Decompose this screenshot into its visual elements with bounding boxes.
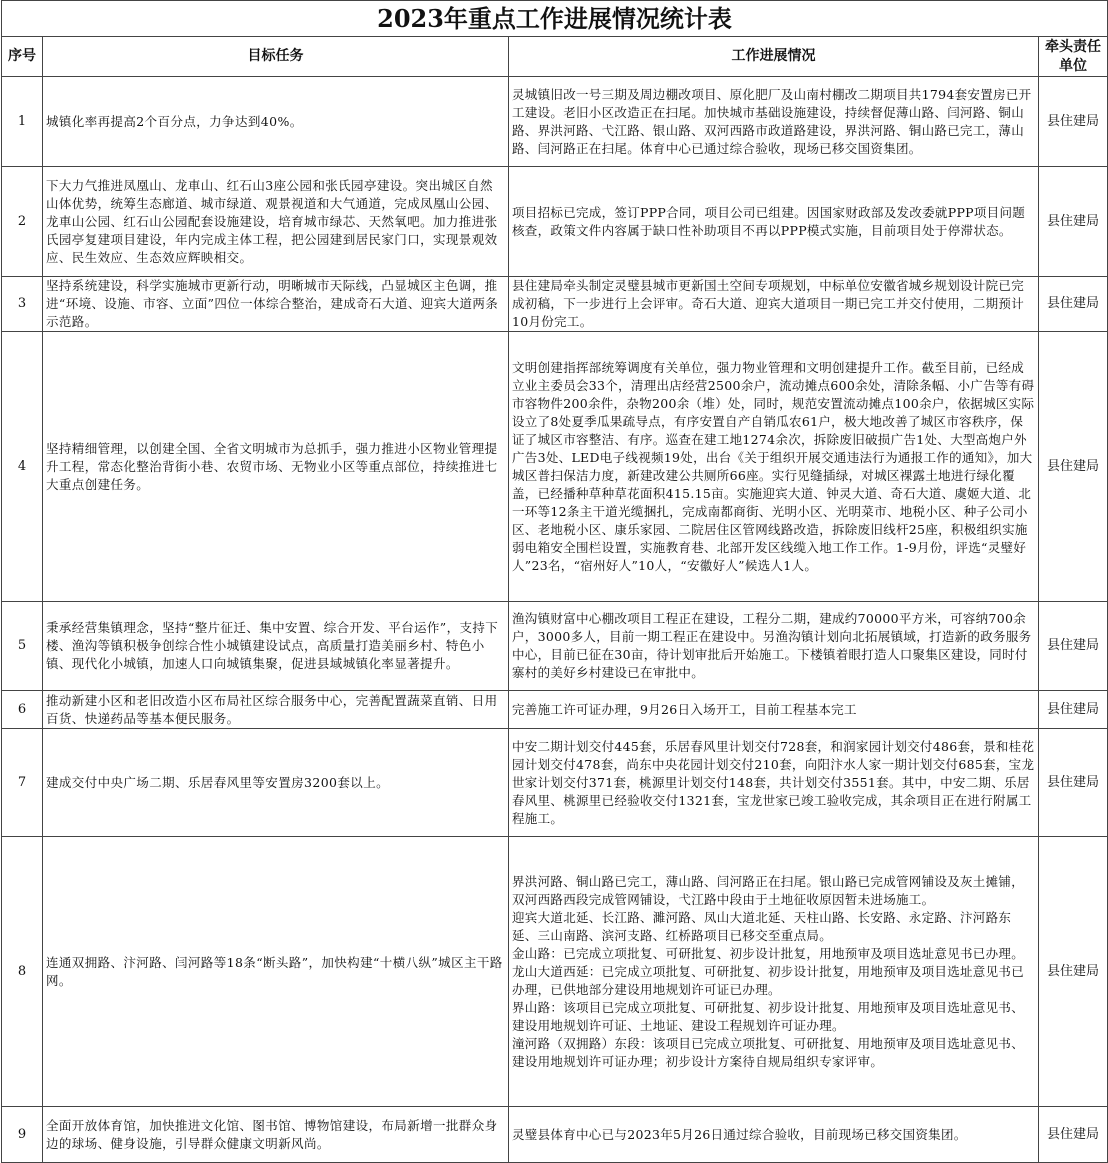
row-index: 5 — [2, 602, 43, 691]
table-row — [2, 602, 1108, 691]
row-unit: 县住建局 — [1039, 277, 1108, 332]
table-row — [2, 691, 1108, 729]
row-index: 2 — [2, 167, 43, 277]
row-progress: 县住建局牵头制定灵璧县城市更新国土空间专项规划，中标单位安徽省城乡规划设计院已完成初稿，下一步进行上会评审。奇石大道、迎宾大道项目一期已完工并交付使用，二期预计10月份完工。 — [509, 277, 1039, 332]
row-unit: 县住建局 — [1039, 691, 1108, 729]
header-index: 序号 — [2, 37, 43, 77]
row-target: 城镇化率再提高2个百分点，力争达到40%。 — [43, 77, 509, 167]
row-progress: 中安二期计划交付445套，乐居春风里计划交付728套，和润家园计划交付486套，景和桂花园计划交付478套，尚东中央花园计划交付210套，向阳汴水人家一期计划交付685套，宝龙世家计划交付371套，桃源里计划交付148套，共计划交付3551套。其中，中安二期、乐居春风里、桃源里已经验收交付1321套，宝龙世家已竣工验收完成，其余项目正在进行附属工程施工。 — [509, 729, 1039, 837]
row-unit: 县住建局 — [1039, 837, 1108, 1107]
table-row — [2, 729, 1108, 837]
row-progress: 文明创建指挥部统筹调度有关单位，强力物业管理和文明创建提升工作。截至目前，已经成立业主委员会33个，清理出店经营2500余户，流动摊点600余处，清除条幅、小广告等有碍市容物件200余件，杂物200余（堆）处，同时，规范安置流动摊点100余户，依据城区实际设立了8处夏季瓜果疏导点，有序安置自产自销瓜农61户，极大地改善了城区市容秩序，保证了城区市容整洁、有序。巡查在建工地1274余次，拆除废旧破损广告1处、大型高炮户外广告3处、LED电子线视频19处，出台《关于组织开展交通违法行为通报工作的通知》，加大城区普扫保洁力度，新建改建公共厕所66座。实行见缝插绿，对城区裸露土地进行绿化覆盖，已经播种草种草花面积415.15亩。实施迎宾大道、钟灵大道、奇石大道、虞姬大道、北一环等12条主干道光缆捆扎，完成南都商街、光明小区、光明菜市、地税小区、种子公司小区、老地税小区、康乐家园、二院居住区管网线路改造，拆除废旧线杆25座，积极组织实施弱电箱安全围栏设置，实施教育巷、北部开发区线缆入地工作工作。1-9月份，评选“灵璧好人”23名，“宿州好人”10人，“安徽好人”候选人1人。 — [509, 332, 1039, 602]
header-progress: 工作进展情况 — [509, 37, 1039, 77]
row-progress: 完善施工许可证办理，9月26日入场开工，目前工程基本完工 — [509, 691, 1039, 729]
table-row — [2, 77, 1108, 167]
row-index: 8 — [2, 837, 43, 1107]
row-target: 连通双拥路、汴河路、闫河路等18条“断头路”，加快构建“十横八纵”城区主干路网。 — [43, 837, 509, 1107]
row-unit: 县住建局 — [1039, 1107, 1108, 1163]
row-index: 4 — [2, 332, 43, 602]
row-target: 下大力气推进凤凰山、龙車山、红石山3座公园和张氏园亭建设。突出城区自然山体优势，统筹生态廊道、城市绿道、观景视道和大气通道，完成凤凰山公园、龙車山公园、红石山公园配套设施建设，培育城市绿芯、天然氧吧。加力推进张氏园亭复建项目建设，年内完成主体工程，把公园建到居民家门口，实现景观效应、民生效应、生态效应辉映相交。 — [43, 167, 509, 277]
table-row — [2, 277, 1108, 332]
header-unit: 牵头责任单位 — [1039, 37, 1108, 77]
header-row — [2, 37, 1108, 77]
header-target: 目标任务 — [43, 37, 509, 77]
row-unit: 县住建局 — [1039, 332, 1108, 602]
row-target: 秉承经营集镇理念，坚持“整片征迁、集中安置、综合开发、平台运作”，支持下楼、渔沟等镇积极争创综合性小城镇建设试点，高质量打造美丽乡村、特色小镇、现代化小城镇，加速人口向城镇集聚，促进县域城镇化率显著提升。 — [43, 602, 509, 691]
row-progress: 项目招标已完成，签订PPP合同，项目公司已组建。因国家财政部及发改委就PPP项目问题核查，政策文件内容属于缺口性补助项目不再以PPP模式实施，目前项目处于停滞状态。 — [509, 167, 1039, 277]
table-row — [2, 332, 1108, 602]
row-progress: 灵城镇旧改一号三期及周边棚改项目、原化肥厂及山南村棚改二期项目共1794套安置房已开工建设。老旧小区改造正在扫尾。加快城市基础设施建设，持续督促薄山路、闫河路、铜山路、界洪河路、弋江路、银山路、双河西路市政道路建设，界洪河路、铜山路已完工，薄山路、闫河路正在扫尾。体育中心已通过综合验收，现场已移交国资集团。 — [509, 77, 1039, 167]
row-target: 推动新建小区和老旧改造小区布局社区综合服务中心，完善配置蔬菜直销、日用百货、快递药品等基本便民服务。 — [43, 691, 509, 729]
row-progress — [509, 837, 1039, 1107]
table-row — [2, 837, 1108, 1107]
row-target: 坚持精细管理，以创建全国、全省文明城市为总抓手，强力推进小区物业管理提升工程，常态化整治背街小巷、农贸市场、无物业小区等重点部位，持续推进七大重点创建任务。 — [43, 332, 509, 602]
row-index: 9 — [2, 1107, 43, 1163]
title-row — [2, 1, 1108, 37]
table-row — [2, 167, 1108, 277]
progress-paragraph: 金山路：已完成立项批复、可研批复、初步设计批复，用地预审及项目选址意见书已办理。 — [512, 945, 1025, 961]
row-unit: 县住建局 — [1039, 77, 1108, 167]
row-progress: 渔沟镇财富中心棚改项目工程正在建设，工程分二期，建成约70000平方米，可容纳700余户，3000多人，目前一期工程正在建设中。另渔沟镇计划向北拓展镇域，打造新的政务服务中心，目前已征在30亩，待计划审批后开始施工。下楼镇着眼打造人口聚集区建设，同时付寨村的美好乡村建设已在审批中。 — [509, 602, 1039, 691]
row-progress: 灵璧县体育中心已与2023年5月26日通过综合验收，目前现场已移交国资集团。 — [509, 1107, 1039, 1163]
row-index: 6 — [2, 691, 43, 729]
row-target: 建成交付中央广场二期、乐居春风里等安置房3200套以上。 — [43, 729, 509, 837]
table-row — [2, 1107, 1108, 1163]
row-index: 1 — [2, 77, 43, 167]
row-unit: 县住建局 — [1039, 729, 1108, 837]
table-title: 2023年重点工作进展情况统计表 — [2, 1, 1108, 37]
row-target: 全面开放体育馆，加快推进文化馆、图书馆、博物馆建设，布局新增一批群众身边的球场、健身设施，引导群众健康文明新风尚。 — [43, 1107, 509, 1163]
progress-paragraph: 龙山大道西延：已完成立项批复、可研批复、初步设计批复，用地预审及项目选址意见书已办理，已供地部分建设用地规划许可证已办理。 — [512, 963, 1025, 997]
progress-paragraph: 潼河路（双拥路）东段：该项目已完成立项批复、可研批复、用地预审及项目选址意见书、建设用地规划许可证办理；初步设计方案待自规局组织专家评审。 — [512, 1035, 1025, 1069]
row-index: 3 — [2, 277, 43, 332]
progress-paragraph: 界山路：该项目已完成立项批复、可研批复、初步设计批复、用地预审及项目选址意见书、建设用地规划许可证、土地证、建设工程规划许可证办理。 — [512, 999, 1025, 1033]
progress-table — [1, 0, 1108, 1163]
row-unit: 县住建局 — [1039, 602, 1108, 691]
row-target: 坚持系统建设，科学实施城市更新行动，明晰城市天际线，凸显城区主色调，推进“环境、设施、市容、立面”四位一体综合整治，建成奇石大道、迎宾大道两条示范路。 — [43, 277, 509, 332]
progress-paragraph: 迎宾大道北延、长江路、濉河路、凤山大道北延、天柱山路、长安路、永定路、汴河路东延、三山南路、滨河支路、红桥路项目已移交至重点局。 — [512, 909, 1012, 943]
row-unit: 县住建局 — [1039, 167, 1108, 277]
progress-paragraph: 界洪河路、铜山路已完工，薄山路、闫河路正在扫尾。银山路已完成管网铺设及灰土摊铺，双河西路西段完成管网铺设，弋江路中段由于土地征收原因暂未进场施工。 — [512, 873, 1025, 907]
row-index: 7 — [2, 729, 43, 837]
